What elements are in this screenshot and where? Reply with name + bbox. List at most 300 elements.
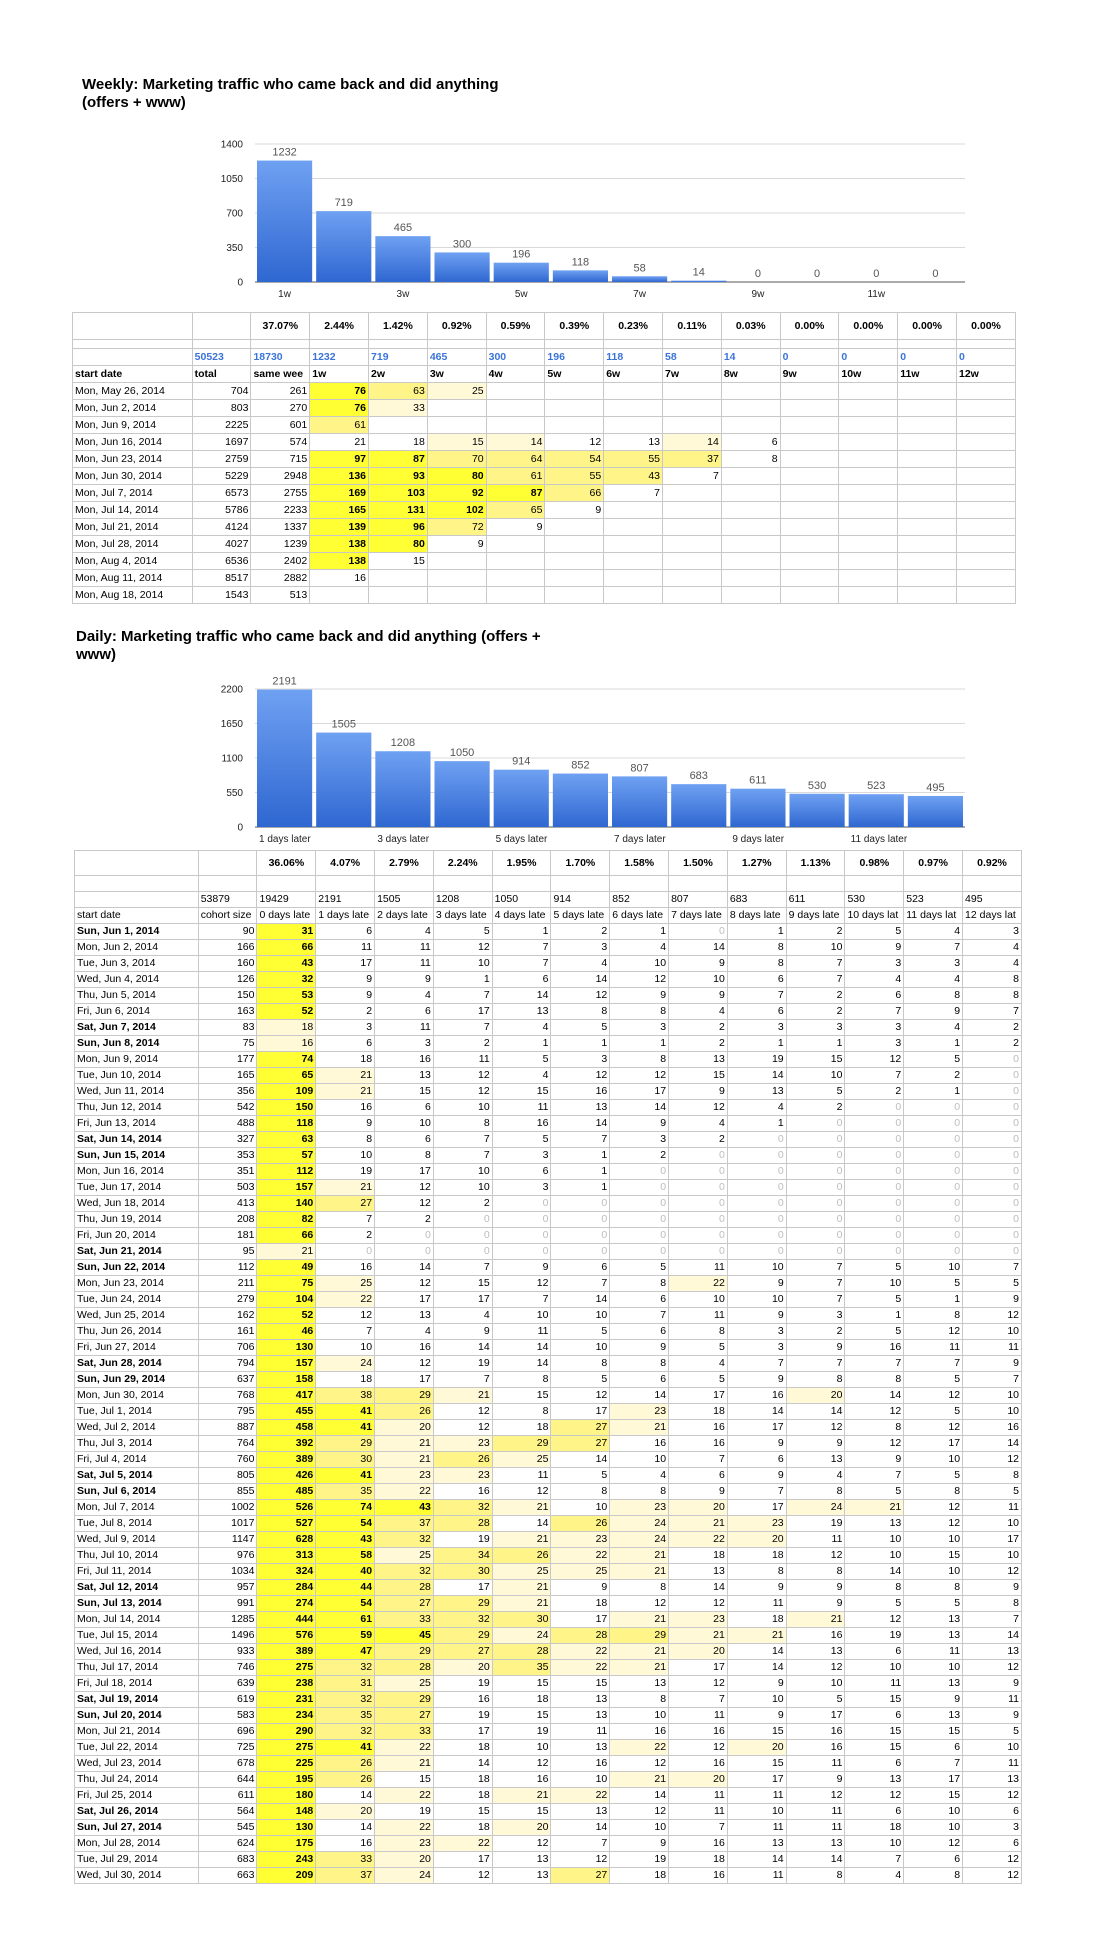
table-cell: 29 — [433, 1596, 492, 1612]
column-header: 1 days late — [316, 908, 375, 924]
table-cell: 9 — [786, 1596, 845, 1612]
table-cell: 2 — [669, 1132, 728, 1148]
table-cell: 957 — [198, 1580, 257, 1596]
table-cell: 19 — [845, 1628, 904, 1644]
table-cell: 0 — [963, 1084, 1022, 1100]
table-cell: 140 — [257, 1196, 316, 1212]
table-cell: 23 — [551, 1532, 610, 1548]
table-cell: 5 — [845, 1484, 904, 1500]
table-cell: 1 — [904, 1292, 963, 1308]
retention-percent-cell: 0.39% — [545, 313, 604, 340]
table-cell: 10 — [963, 1388, 1022, 1404]
weekly-bar-value-label: 719 — [334, 197, 353, 210]
table-cell: 13 — [492, 1868, 551, 1884]
table-cell: 12 — [845, 1404, 904, 1420]
table-cell: 526 — [257, 1500, 316, 1516]
table-cell: 8 — [610, 1276, 669, 1292]
daily-bar — [671, 784, 726, 827]
column-header: 12 days lat — [963, 908, 1022, 924]
row-date-label: Sat, Jun 28, 2014 — [75, 1356, 199, 1372]
table-cell: 7 — [492, 940, 551, 956]
table-cell: 21 — [310, 434, 369, 451]
table-cell: 637 — [198, 1372, 257, 1388]
table-cell: 211 — [198, 1276, 257, 1292]
table-cell: 7 — [786, 1292, 845, 1308]
table-cell: 0 — [845, 1180, 904, 1196]
empty-cell — [727, 876, 786, 892]
table-cell: 7 — [669, 1692, 728, 1708]
table-cell: 10 — [669, 972, 728, 988]
retention-percent-cell: 1.50% — [669, 851, 728, 876]
row-date-label: Fri, Jul 25, 2014 — [75, 1788, 199, 1804]
retention-percent-cell: 2.24% — [433, 851, 492, 876]
column-header: total — [192, 366, 251, 383]
row-date-label: Wed, Jun 25, 2014 — [75, 1308, 199, 1324]
table-cell: 7 — [845, 1468, 904, 1484]
table-cell: 19 — [433, 1708, 492, 1724]
table-cell: 10 — [904, 1564, 963, 1580]
table-cell: 14 — [845, 1564, 904, 1580]
table-cell: 12 — [904, 1420, 963, 1436]
table-cell: 0 — [669, 924, 728, 940]
table-cell: 5 — [433, 924, 492, 940]
table-cell: 7 — [963, 1372, 1022, 1388]
table-cell: 10 — [669, 1292, 728, 1308]
table-cell: 725 — [198, 1740, 257, 1756]
table-cell: 27 — [375, 1596, 434, 1612]
table-cell: 0 — [845, 1116, 904, 1132]
column-header: 1w — [310, 366, 369, 383]
weekly-bar-value-label: 0 — [932, 268, 939, 280]
row-date-label: Mon, Jun 23, 2014 — [73, 451, 193, 468]
table-cell: 601 — [251, 417, 310, 434]
table-cell: 0 — [610, 1196, 669, 1212]
table-cell: 10 — [845, 1276, 904, 1292]
table-cell: 4027 — [192, 536, 251, 553]
table-cell: 13 — [786, 1836, 845, 1852]
row-date-label: Mon, Jun 30, 2014 — [73, 468, 193, 485]
table-cell: 0 — [904, 1228, 963, 1244]
table-cell: 6 — [492, 1164, 551, 1180]
table-cell: 7 — [786, 1276, 845, 1292]
table-cell: 12 — [845, 1612, 904, 1628]
table-cell: 10 — [727, 1292, 786, 1308]
table-cell: 12 — [963, 1660, 1022, 1676]
table-cell: 0 — [551, 1212, 610, 1228]
table-cell: 275 — [257, 1660, 316, 1676]
table-cell: 15 — [727, 1724, 786, 1740]
column-total-cell: 1505 — [375, 892, 434, 908]
table-cell: 1 — [551, 1164, 610, 1180]
row-date-label: Mon, Aug 18, 2014 — [73, 587, 193, 604]
table-cell: 30 — [316, 1452, 375, 1468]
column-total-cell: 495 — [963, 892, 1022, 908]
table-cell: 2 — [963, 1036, 1022, 1052]
table-cell: 5 — [610, 1260, 669, 1276]
table-cell: 28 — [551, 1628, 610, 1644]
table-cell: 13 — [610, 1676, 669, 1692]
table-cell: 26 — [551, 1516, 610, 1532]
table-cell: 0 — [786, 1244, 845, 1260]
table-cell: 6 — [904, 1740, 963, 1756]
table-cell: 12 — [786, 1420, 845, 1436]
table-cell: 10 — [904, 1820, 963, 1836]
table-cell: 0 — [904, 1196, 963, 1212]
table-cell: 25 — [375, 1548, 434, 1564]
table-cell: 8 — [727, 940, 786, 956]
table-cell: 18 — [257, 1020, 316, 1036]
table-cell: 663 — [198, 1868, 257, 1884]
daily-bar-value-label: 2191 — [272, 675, 297, 688]
row-date-label: Mon, Jul 7, 2014 — [75, 1500, 199, 1516]
table-cell: 32 — [375, 1564, 434, 1580]
table-cell: 3 — [904, 956, 963, 972]
table-row — [75, 1596, 1022, 1612]
table-cell: 17 — [433, 1004, 492, 1020]
table-cell: 21 — [786, 1612, 845, 1628]
table-cell: 13 — [904, 1628, 963, 1644]
table-cell: 63 — [257, 1132, 316, 1148]
daily-bar — [612, 776, 667, 827]
table-cell: 8 — [786, 1564, 845, 1580]
table-row — [75, 1148, 1022, 1164]
table-cell: 5 — [963, 1484, 1022, 1500]
table-cell: 3 — [492, 1148, 551, 1164]
table-cell: 0 — [904, 1180, 963, 1196]
empty-cell — [669, 876, 728, 892]
table-cell: 35 — [492, 1660, 551, 1676]
table-cell: 5 — [904, 1372, 963, 1388]
table-cell: 4 — [669, 1116, 728, 1132]
table-cell: 52 — [257, 1004, 316, 1020]
table-cell: 14 — [433, 1756, 492, 1772]
table-cell: 21 — [316, 1180, 375, 1196]
table-cell: 9 — [727, 1676, 786, 1692]
table-cell: 8 — [904, 1308, 963, 1324]
column-header: 11w — [898, 366, 957, 383]
retention-percent-cell: 0.00% — [957, 313, 1016, 340]
table-cell: 0 — [610, 1212, 669, 1228]
column-total-cell: 53879 — [198, 892, 257, 908]
table-cell: 24 — [610, 1532, 669, 1548]
table-cell: 9 — [963, 1580, 1022, 1596]
table-row — [75, 1228, 1022, 1244]
table-cell: 7 — [433, 1132, 492, 1148]
table-cell: 2233 — [251, 502, 310, 519]
daily-bar-value-label: 807 — [630, 762, 649, 775]
table-cell: 20 — [786, 1388, 845, 1404]
table-cell: 22 — [375, 1788, 434, 1804]
table-cell: 2 — [786, 1100, 845, 1116]
table-cell: 15 — [492, 1388, 551, 1404]
table-cell: 16 — [375, 1340, 434, 1356]
table-cell: 12 — [669, 1740, 728, 1756]
table-cell: 3 — [492, 1180, 551, 1196]
table-row — [75, 1356, 1022, 1372]
table-cell: 19 — [433, 1676, 492, 1692]
table-cell: 25 — [316, 1276, 375, 1292]
table-cell: 1337 — [251, 519, 310, 536]
table-cell: 25 — [375, 1676, 434, 1692]
table-cell: 7 — [786, 956, 845, 972]
table-cell: 8 — [727, 1564, 786, 1580]
table-cell: 7 — [433, 1372, 492, 1388]
table-cell: 14 — [610, 1388, 669, 1404]
table-cell: 8 — [610, 1356, 669, 1372]
table-row — [75, 1516, 1022, 1532]
table-row — [75, 1484, 1022, 1500]
table-cell: 32 — [257, 972, 316, 988]
table-cell: 10 — [786, 1068, 845, 1084]
table-cell: 0 — [845, 1148, 904, 1164]
table-cell: 2 — [786, 1004, 845, 1020]
table-cell: 0 — [727, 1212, 786, 1228]
table-cell: 1 — [492, 924, 551, 940]
table-cell: 6 — [727, 1004, 786, 1020]
column-total-cell: 118 — [604, 349, 663, 366]
table-cell: 4 — [904, 972, 963, 988]
table-cell: 3 — [845, 1020, 904, 1036]
column-header: 8 days late — [727, 908, 786, 924]
table-cell: 43 — [375, 1500, 434, 1516]
table-cell: 46 — [257, 1324, 316, 1340]
table-cell: 6536 — [192, 553, 251, 570]
table-cell: 4 — [904, 924, 963, 940]
table-cell: 6 — [845, 1644, 904, 1660]
table-cell: 3 — [963, 924, 1022, 940]
table-cell: 76 — [310, 400, 369, 417]
table-cell: 15 — [845, 1740, 904, 1756]
table-cell: 12 — [904, 1836, 963, 1852]
retention-percent-cell: 0.00% — [839, 313, 898, 340]
table-cell: 11 — [492, 1324, 551, 1340]
table-cell: 23 — [375, 1468, 434, 1484]
table-row — [75, 1852, 1022, 1868]
table-cell: 131 — [369, 502, 428, 519]
row-date-label: Wed, Jul 23, 2014 — [75, 1756, 199, 1772]
table-cell: 5 — [904, 1596, 963, 1612]
table-cell: 18 — [727, 1548, 786, 1564]
table-cell: 150 — [198, 988, 257, 1004]
table-cell: 6 — [551, 1260, 610, 1276]
table-cell: 80 — [427, 468, 486, 485]
table-cell: 14 — [786, 1852, 845, 1868]
table-cell: 0 — [963, 1180, 1022, 1196]
table-cell: 53 — [257, 988, 316, 1004]
table-cell: 27 — [375, 1708, 434, 1724]
table-cell: 20 — [375, 1420, 434, 1436]
table-cell: 157 — [257, 1180, 316, 1196]
table-cell: 7 — [786, 1356, 845, 1372]
table-cell: 21 — [375, 1756, 434, 1772]
table-cell: 392 — [257, 1436, 316, 1452]
table-cell: 13 — [551, 1100, 610, 1116]
table-cell: 41 — [316, 1740, 375, 1756]
retention-percent-cell: 1.27% — [727, 851, 786, 876]
table-cell: 14 — [486, 434, 545, 451]
table-cell: 10 — [904, 1660, 963, 1676]
table-cell: 6 — [610, 1324, 669, 1340]
table-cell: 14 — [492, 988, 551, 1004]
table-row — [75, 1100, 1022, 1116]
table-cell: 2 — [786, 988, 845, 1004]
table-cell: 4 — [963, 956, 1022, 972]
table-cell: 23 — [433, 1468, 492, 1484]
table-cell: 0 — [786, 1164, 845, 1180]
table-cell: 2 — [610, 1148, 669, 1164]
table-cell: 9 — [786, 1580, 845, 1596]
table-cell: 4 — [963, 940, 1022, 956]
table-cell: 17 — [375, 1292, 434, 1308]
table-cell: 8 — [963, 1596, 1022, 1612]
daily-bar-value-label: 914 — [512, 755, 531, 768]
table-cell: 148 — [257, 1804, 316, 1820]
table-row — [75, 924, 1022, 940]
row-date-label: Wed, Jul 16, 2014 — [75, 1644, 199, 1660]
table-cell: 169 — [310, 485, 369, 502]
column-total-row — [75, 892, 1022, 908]
table-cell: 27 — [433, 1644, 492, 1660]
table-cell: 21 — [727, 1628, 786, 1644]
table-cell: 933 — [198, 1644, 257, 1660]
table-cell: 7 — [845, 1356, 904, 1372]
table-cell: 24 — [492, 1628, 551, 1644]
table-cell: 11 — [669, 1308, 728, 1324]
row-date-label: Fri, Jul 18, 2014 — [75, 1676, 199, 1692]
table-cell: 13 — [963, 1772, 1022, 1788]
table-cell: 8 — [551, 1356, 610, 1372]
table-cell: 11 — [727, 1788, 786, 1804]
table-cell: 25 — [492, 1452, 551, 1468]
table-cell: 112 — [198, 1260, 257, 1276]
table-cell: 8 — [610, 1580, 669, 1596]
table-cell: 678 — [198, 1756, 257, 1772]
row-date-label: Mon, Jul 28, 2014 — [73, 536, 193, 553]
retention-percent-row — [75, 851, 1022, 876]
table-cell: 619 — [198, 1692, 257, 1708]
table-cell: 696 — [198, 1724, 257, 1740]
table-cell: 7 — [786, 1260, 845, 1276]
table-row — [75, 1308, 1022, 1324]
table-cell: 3 — [727, 1020, 786, 1036]
table-cell: 6 — [963, 1836, 1022, 1852]
table-cell: 5 — [904, 1052, 963, 1068]
column-header: 7 days late — [669, 908, 728, 924]
table-cell: 17 — [669, 1388, 728, 1404]
table-cell: 13 — [904, 1612, 963, 1628]
table-cell: 150 — [257, 1100, 316, 1116]
table-row — [75, 1628, 1022, 1644]
table-cell: 0 — [610, 1180, 669, 1196]
table-cell: 9 — [375, 972, 434, 988]
table-cell: 6573 — [192, 485, 251, 502]
table-cell: 26 — [433, 1452, 492, 1468]
table-cell: 21 — [316, 1068, 375, 1084]
row-date-label: Sun, Jun 1, 2014 — [75, 924, 199, 940]
table-cell: 0 — [727, 1148, 786, 1164]
table-cell: 8 — [845, 1580, 904, 1596]
table-cell: 11 — [669, 1708, 728, 1724]
table-cell: 29 — [375, 1644, 434, 1660]
column-header: 6 days late — [610, 908, 669, 924]
table-cell: 12 — [786, 1788, 845, 1804]
table-cell: 2 — [845, 1084, 904, 1100]
table-cell: 12 — [845, 1436, 904, 1452]
table-cell: 1 — [610, 1036, 669, 1052]
table-row — [75, 972, 1022, 988]
empty-cell — [198, 851, 257, 876]
table-cell: 59 — [316, 1628, 375, 1644]
table-cell: 0 — [963, 1196, 1022, 1212]
table-cell: 485 — [257, 1484, 316, 1500]
table-cell: 12 — [551, 1068, 610, 1084]
table-cell: 15 — [786, 1052, 845, 1068]
table-cell: 7 — [669, 1452, 728, 1468]
table-cell: 12 — [551, 1388, 610, 1404]
column-header: 5w — [545, 366, 604, 383]
table-cell: 7 — [610, 1308, 669, 1324]
empty-cell — [845, 876, 904, 892]
table-cell: 21 — [669, 1516, 728, 1532]
table-row — [75, 1244, 1022, 1260]
table-cell: 20 — [316, 1804, 375, 1820]
table-cell: 9 — [786, 1772, 845, 1788]
table-cell: 8517 — [192, 570, 251, 587]
table-cell: 8 — [375, 1148, 434, 1164]
table-cell: 1147 — [198, 1532, 257, 1548]
table-cell: 11 — [669, 1788, 728, 1804]
table-cell: 14 — [610, 1788, 669, 1804]
table-cell: 17 — [904, 1772, 963, 1788]
table-cell: 12 — [551, 988, 610, 1004]
table-row — [75, 1740, 1022, 1756]
daily-bar-chart — [0, 0, 1096, 860]
table-cell: 43 — [316, 1532, 375, 1548]
daily-bar — [435, 761, 490, 827]
retention-percent-cell: 1.70% — [551, 851, 610, 876]
table-cell: 21 — [610, 1660, 669, 1676]
table-cell: 6 — [316, 924, 375, 940]
table-cell: 805 — [198, 1468, 257, 1484]
retention-percent-cell: 1.95% — [492, 851, 551, 876]
table-cell: 6 — [845, 988, 904, 1004]
row-date-label: Wed, Jul 30, 2014 — [75, 1868, 199, 1884]
weekly-chart-title: Weekly: Marketing traffic who came back and did anything (offers + www) — [82, 76, 499, 111]
table-cell: 12 — [433, 940, 492, 956]
table-row — [75, 1580, 1022, 1596]
table-row — [75, 1324, 1022, 1340]
table-cell: 8 — [727, 956, 786, 972]
table-cell: 8 — [610, 1004, 669, 1020]
table-cell: 17 — [433, 1292, 492, 1308]
table-cell: 0 — [610, 1244, 669, 1260]
table-cell: 0 — [669, 1180, 728, 1196]
table-cell: 0 — [669, 1212, 728, 1228]
table-cell: 12 — [492, 1484, 551, 1500]
table-cell: 118 — [257, 1116, 316, 1132]
table-cell: 13 — [786, 1644, 845, 1660]
table-row — [75, 988, 1022, 1004]
column-total-cell: 58 — [663, 349, 722, 366]
table-cell: 38 — [316, 1388, 375, 1404]
table-row — [75, 1708, 1022, 1724]
table-cell: 76 — [310, 383, 369, 400]
table-cell: 9 — [845, 940, 904, 956]
table-cell: 4 — [845, 972, 904, 988]
table-cell: 6 — [492, 972, 551, 988]
empty-cell — [257, 876, 316, 892]
table-row — [75, 1804, 1022, 1820]
